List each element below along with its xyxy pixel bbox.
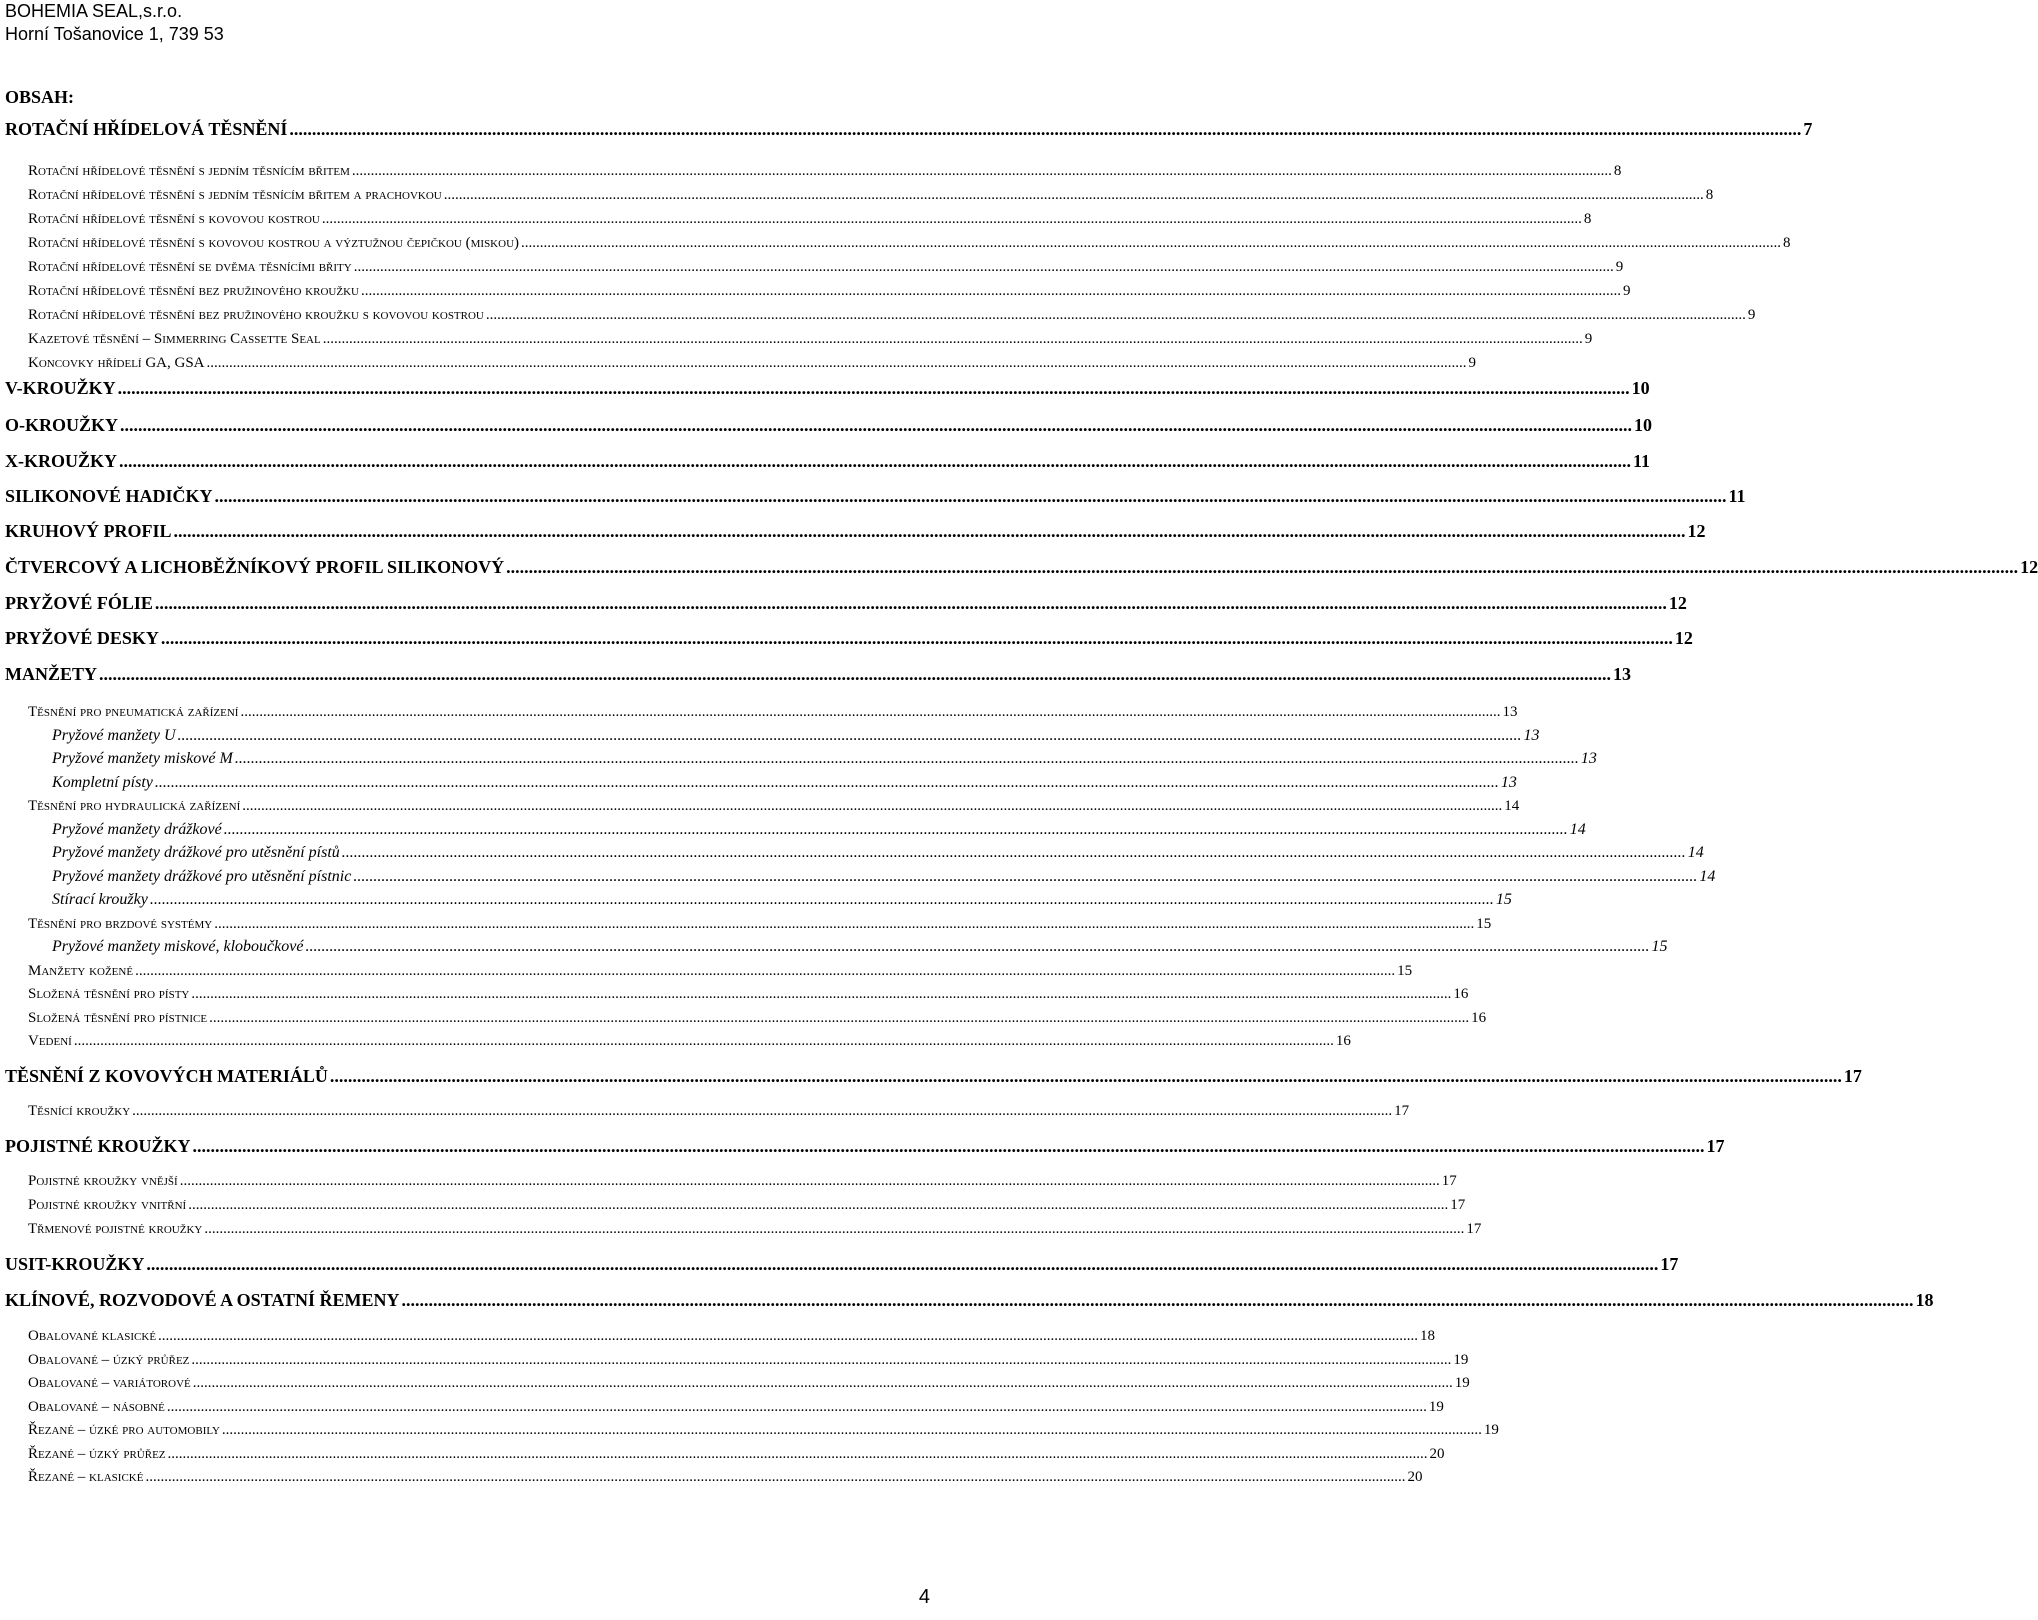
toc-entry-page: 17 bbox=[1394, 1103, 1410, 1119]
toc-entry-level2[interactable] bbox=[28, 1170, 1457, 1192]
toc-entry-title: ČTVERCOVÝ A LICHOBĚŽNÍKOVÝ PROFIL SILIKONOVÝ bbox=[5, 557, 505, 577]
toc-leader-dots bbox=[361, 280, 1621, 302]
toc-entry-title: Pryžové manžety drážkové bbox=[52, 821, 222, 838]
toc-entry-level2[interactable] bbox=[28, 256, 1624, 278]
toc-entry-title: Rotační hřídelové těsnění bez pružinového kroužku bbox=[28, 283, 359, 299]
toc-leader-dots bbox=[191, 983, 1451, 1005]
toc-entry-page: 14 bbox=[1699, 868, 1716, 885]
toc-leader-dots bbox=[204, 1218, 1464, 1240]
toc-entry-title: Pryžové manžety U bbox=[52, 727, 176, 744]
toc-entry-title: Kompletní písty bbox=[52, 774, 153, 791]
toc-entry-level2[interactable] bbox=[28, 304, 1756, 326]
toc-leader-dots bbox=[120, 414, 1632, 436]
toc-entry-level2[interactable] bbox=[28, 1419, 1499, 1441]
toc-entry-level2[interactable] bbox=[28, 208, 1592, 230]
toc-entry-level2[interactable] bbox=[28, 1372, 1470, 1394]
toc-leader-dots bbox=[191, 1349, 1451, 1371]
toc-entry-title: USIT-KROUŽKY bbox=[5, 1254, 145, 1274]
toc-leader-dots bbox=[161, 627, 1673, 649]
toc-entry-title: Řezané – klasické bbox=[28, 1469, 144, 1485]
toc-entry-level2[interactable] bbox=[28, 913, 1492, 935]
toc-entry-title: Těsnění pro hydraulická zařízení bbox=[28, 798, 241, 814]
company-address: Horní Tošanovice 1, 739 53 bbox=[5, 24, 224, 44]
toc-leader-dots bbox=[305, 936, 1649, 958]
toc-entry-level3[interactable] bbox=[52, 725, 1540, 747]
toc-entry-title: PRYŽOVÉ FÓLIE bbox=[5, 593, 153, 613]
toc-entry-level1[interactable] bbox=[5, 663, 1632, 685]
toc-entry-title: Pojistné kroužky vnitřní bbox=[28, 1197, 187, 1213]
toc-entry-level3[interactable] bbox=[52, 772, 1517, 794]
toc-leader-dots bbox=[145, 1466, 1405, 1488]
toc-entry-title: Řezané – úzký průřez bbox=[28, 1446, 166, 1462]
toc-entry-page: 19 bbox=[1428, 1399, 1444, 1415]
toc-entry-level2[interactable] bbox=[28, 232, 1791, 254]
toc-entry-level2[interactable] bbox=[28, 960, 1413, 982]
toc-entry-page: 9 bbox=[1468, 355, 1476, 371]
toc-entry-level1[interactable] bbox=[5, 627, 1693, 649]
toc-leader-dots bbox=[240, 701, 1500, 723]
toc-entry-level1[interactable] bbox=[5, 1253, 1679, 1275]
toc-entry-page: 20 bbox=[1429, 1446, 1445, 1462]
toc-leader-dots bbox=[342, 842, 1686, 864]
toc-leader-dots bbox=[521, 232, 1781, 254]
toc-entry-level2[interactable] bbox=[28, 795, 1520, 817]
toc-entry-page: 13 bbox=[1523, 727, 1540, 744]
toc-entry-page: 8 bbox=[1705, 187, 1714, 203]
toc-entry-page: 18 bbox=[1420, 1328, 1436, 1344]
toc-entry-level2[interactable] bbox=[28, 1349, 1469, 1371]
toc-leader-dots bbox=[235, 748, 1579, 770]
toc-entry-page: 12 bbox=[1687, 521, 1706, 541]
toc-entry-page: 15 bbox=[1651, 938, 1668, 955]
toc-entry-level2[interactable] bbox=[28, 983, 1469, 1005]
toc-leader-dots bbox=[167, 1396, 1427, 1418]
toc-entry-title: O-KROUŽKY bbox=[5, 415, 119, 435]
toc-leader-dots bbox=[444, 184, 1704, 206]
toc-entry-title: Složená těsnění pro pístnice bbox=[28, 1010, 208, 1026]
toc-entry-title: Rotační hřídelové těsnění s kovovou kostrou bbox=[28, 211, 320, 227]
toc-entry-page: 12 bbox=[1674, 628, 1693, 648]
toc-entry-level2[interactable] bbox=[28, 160, 1622, 182]
toc-entry-title: Těsnící kroužky bbox=[28, 1103, 131, 1119]
toc-entry-page: 13 bbox=[1502, 704, 1518, 720]
toc-title: OBSAH: bbox=[5, 87, 75, 107]
toc-entry-title: Řezané – úzké pro automobily bbox=[28, 1422, 220, 1438]
toc-entry-page: 8 bbox=[1783, 235, 1791, 251]
toc-leader-dots bbox=[146, 1253, 1658, 1275]
toc-entry-title: Těsnění pro pneumatická zařízení bbox=[28, 704, 239, 720]
toc-entry-title: V-KROUŽKY bbox=[5, 378, 116, 398]
toc-leader-dots bbox=[155, 592, 1667, 614]
toc-entry-level3[interactable] bbox=[52, 866, 1716, 888]
toc-leader-dots bbox=[215, 485, 1727, 507]
toc-entry-level2[interactable] bbox=[28, 352, 1476, 374]
toc-entry-page: 13 bbox=[1580, 750, 1597, 767]
page-number: 4 bbox=[918, 1586, 930, 1608]
toc-leader-dots bbox=[352, 160, 1612, 182]
toc-entry-title: Rotační hřídelové těsnění s jedním těsnícím břitem bbox=[28, 163, 350, 179]
toc-entry-title: Obalované klasické bbox=[28, 1328, 157, 1344]
toc-entry-page: 15 bbox=[1397, 963, 1413, 979]
toc-entry-level1[interactable] bbox=[5, 520, 1706, 542]
toc-entry-title: TĚSNĚNÍ Z KOVOVÝCH MATERIÁLŮ bbox=[5, 1066, 328, 1086]
toc-entry-level1[interactable] bbox=[5, 118, 1813, 140]
toc-entry-level3[interactable] bbox=[52, 889, 1512, 911]
toc-entry-level3[interactable] bbox=[52, 748, 1597, 770]
toc-entry-page: 14 bbox=[1569, 821, 1586, 838]
toc-entry-title: Pryžové manžety drážkové pro utěsnění pístů bbox=[52, 844, 340, 861]
toc-entry-page: 11 bbox=[1728, 486, 1746, 506]
toc-entry-title: Pryžové manžety drážkové pro utěsnění pístnic bbox=[52, 868, 352, 885]
toc-entry-page: 14 bbox=[1687, 844, 1704, 861]
toc-leader-dots bbox=[222, 1419, 1482, 1441]
toc-entry-level2[interactable] bbox=[28, 1194, 1466, 1216]
toc-leader-dots bbox=[209, 1007, 1469, 1029]
toc-entry-title: KLÍNOVÉ, ROZVODOVÉ A OSTATNÍ ŘEMENY bbox=[5, 1290, 400, 1310]
toc-leader-dots bbox=[354, 256, 1614, 278]
toc-entry-title: SILIKONOVÉ HADIČKY bbox=[5, 486, 213, 506]
toc-leader-dots bbox=[180, 1170, 1440, 1192]
toc-entry-level1[interactable] bbox=[5, 450, 1651, 472]
toc-entry-page: 17 bbox=[1660, 1254, 1679, 1274]
toc-entry-page: 12 bbox=[1668, 593, 1687, 613]
toc-entry-page: 9 bbox=[1584, 331, 1593, 347]
toc-leader-dots bbox=[322, 208, 1582, 230]
toc-entry-level1[interactable] bbox=[5, 485, 1746, 507]
toc-entry-title: Manžety kožené bbox=[28, 963, 134, 979]
toc-entry-page: 9 bbox=[1747, 307, 1756, 323]
toc-entry-title: MANŽETY bbox=[5, 664, 98, 684]
toc-entry-title: POJISTNÉ KROUŽKY bbox=[5, 1136, 191, 1156]
toc-entry-level2[interactable] bbox=[28, 328, 1593, 350]
toc-entry-title: Pryžové manžety miskové M bbox=[52, 750, 233, 767]
toc-leader-dots bbox=[132, 1100, 1392, 1122]
toc-entry-level2[interactable] bbox=[28, 1466, 1423, 1488]
toc-entry-level3[interactable] bbox=[52, 936, 1668, 958]
toc-entry-level1[interactable] bbox=[5, 1065, 1862, 1087]
toc-leader-dots bbox=[193, 1135, 1705, 1157]
toc-entry-level2[interactable] bbox=[28, 1030, 1351, 1052]
toc-leader-dots bbox=[330, 1065, 1842, 1087]
toc-leader-dots bbox=[224, 819, 1568, 841]
toc-entry-page: 9 bbox=[1615, 259, 1624, 275]
toc-entry-page: 9 bbox=[1622, 283, 1631, 299]
toc-entry-title: Pojistné kroužky vnější bbox=[28, 1173, 178, 1189]
toc-entry-page: 7 bbox=[1803, 119, 1813, 139]
toc-entry-page: 19 bbox=[1483, 1422, 1499, 1438]
toc-entry-page: 8 bbox=[1583, 211, 1592, 227]
toc-entry-page: 19 bbox=[1453, 1352, 1469, 1368]
toc-leader-dots bbox=[99, 663, 1611, 685]
toc-entry-page: 13 bbox=[1500, 774, 1517, 791]
toc-entry-level3[interactable] bbox=[52, 842, 1704, 864]
toc-entry-title: Rotační hřídelové těsnění s jedním těsnícím břitem a prachovkou bbox=[28, 187, 442, 203]
toc-entry-title: Rotační hřídelové těsnění se dvěma těsnícími břity bbox=[28, 259, 352, 275]
toc-leader-dots bbox=[168, 1443, 1428, 1465]
toc-entry-page: 17 bbox=[1466, 1221, 1482, 1237]
toc-entry-level2[interactable] bbox=[28, 1100, 1410, 1122]
company-name: BOHEMIA SEAL,s.r.o. bbox=[5, 1, 183, 21]
toc-entry-title: Složená těsnění pro písty bbox=[28, 986, 190, 1002]
toc-entry-page: 14 bbox=[1504, 798, 1520, 814]
toc-leader-dots bbox=[150, 889, 1494, 911]
toc-entry-level2[interactable] bbox=[28, 1396, 1444, 1418]
toc-entry-title: PRYŽOVÉ DESKY bbox=[5, 628, 159, 648]
toc-entry-level1[interactable] bbox=[5, 1289, 1934, 1311]
toc-leader-dots bbox=[188, 1194, 1448, 1216]
toc-entry-page: 20 bbox=[1407, 1469, 1423, 1485]
toc-entry-page: 16 bbox=[1453, 986, 1469, 1002]
toc-entry-page: 18 bbox=[1915, 1290, 1934, 1310]
toc-entry-title: Třmenové pojistné kroužky bbox=[28, 1221, 203, 1237]
toc-leader-dots bbox=[207, 352, 1467, 374]
toc-leader-dots bbox=[289, 118, 1801, 140]
toc-entry-page: 15 bbox=[1476, 916, 1492, 932]
toc-entry-title: KRUHOVÝ PROFIL bbox=[5, 521, 172, 541]
toc-entry-title: Stírací kroužky bbox=[52, 891, 148, 908]
toc-entry-page: 16 bbox=[1471, 1010, 1487, 1026]
toc-leader-dots bbox=[174, 520, 1686, 542]
toc-entry-title: Rotační hřídelové těsnění bez pružinového kroužku s kovovou kostrou bbox=[28, 307, 484, 323]
toc-entry-level3[interactable] bbox=[52, 819, 1586, 841]
toc-entry-title: Vedení bbox=[28, 1033, 72, 1049]
toc-leader-dots bbox=[402, 1289, 1914, 1311]
toc-leader-dots bbox=[506, 556, 2018, 578]
toc-entry-page: 19 bbox=[1454, 1375, 1470, 1391]
toc-entry-level2[interactable] bbox=[28, 280, 1631, 302]
toc-entry-level2[interactable] bbox=[28, 184, 1714, 206]
toc-entry-level2[interactable] bbox=[28, 1007, 1487, 1029]
toc-leader-dots bbox=[242, 795, 1502, 817]
toc-entry-page: 17 bbox=[1450, 1197, 1466, 1213]
toc-entry-page: 13 bbox=[1613, 664, 1632, 684]
toc-entry-level1[interactable] bbox=[5, 377, 1650, 399]
toc-entry-level2[interactable] bbox=[28, 1325, 1436, 1347]
toc-entry-page: 17 bbox=[1706, 1136, 1725, 1156]
toc-entry-level2[interactable] bbox=[28, 1443, 1445, 1465]
toc-entry-level2[interactable] bbox=[28, 701, 1518, 723]
toc-entry-page: 8 bbox=[1613, 163, 1622, 179]
toc-leader-dots bbox=[155, 772, 1499, 794]
toc-entry-level1[interactable] bbox=[5, 1135, 1725, 1157]
toc-entry-title: ROTAČNÍ HŘÍDELOVÁ TĚSNĚNÍ bbox=[5, 119, 288, 139]
toc-entry-page: 10 bbox=[1634, 415, 1653, 435]
toc-leader-dots bbox=[158, 1325, 1418, 1347]
toc-entry-title: Obalované – úzký průřez bbox=[28, 1352, 190, 1368]
toc-entry-page: 16 bbox=[1335, 1033, 1351, 1049]
toc-entry-page: 10 bbox=[1631, 378, 1650, 398]
toc-entry-level1[interactable] bbox=[5, 556, 2038, 578]
toc-leader-dots bbox=[118, 377, 1630, 399]
toc-entry-title: Pryžové manžety miskové, kloboučkové bbox=[52, 938, 304, 955]
toc-leader-dots bbox=[119, 450, 1631, 472]
toc-entry-page: 11 bbox=[1633, 451, 1651, 471]
toc-entry-title: Kazetové těsnění – Simmerring Cassette Seal bbox=[28, 331, 321, 347]
toc-entry-page: 12 bbox=[2020, 557, 2038, 577]
company-header bbox=[5, 0, 224, 46]
toc-entry-title: X-KROUŽKY bbox=[5, 451, 117, 471]
toc-entry-title: Těsnění pro brzdové systémy bbox=[28, 916, 213, 932]
toc-leader-dots bbox=[353, 866, 1697, 888]
toc-entry-level1[interactable] bbox=[5, 592, 1687, 614]
toc-entry-title: Obalované – násobné bbox=[28, 1399, 165, 1415]
toc-entry-level1[interactable] bbox=[5, 414, 1653, 436]
toc-leader-dots bbox=[74, 1030, 1334, 1052]
toc-entry-page: 17 bbox=[1843, 1066, 1862, 1086]
toc-entry-level2[interactable] bbox=[28, 1218, 1482, 1240]
toc-leader-dots bbox=[193, 1372, 1453, 1394]
toc-entry-page: 17 bbox=[1441, 1173, 1457, 1189]
toc-leader-dots bbox=[178, 725, 1522, 747]
toc-leader-dots bbox=[135, 960, 1395, 982]
toc-entry-title: Obalované – variátorové bbox=[28, 1375, 191, 1391]
toc-leader-dots bbox=[486, 304, 1746, 326]
toc-entry-page: 15 bbox=[1495, 891, 1512, 908]
toc-leader-dots bbox=[323, 328, 1583, 350]
toc-entry-title: Koncovky hřídelí GA, GSA bbox=[28, 355, 205, 371]
toc-entry-title: Rotační hřídelové těsnění s kovovou kostrou a výztužnou čepičkou (miskou) bbox=[28, 235, 520, 251]
toc-leader-dots bbox=[214, 913, 1474, 935]
